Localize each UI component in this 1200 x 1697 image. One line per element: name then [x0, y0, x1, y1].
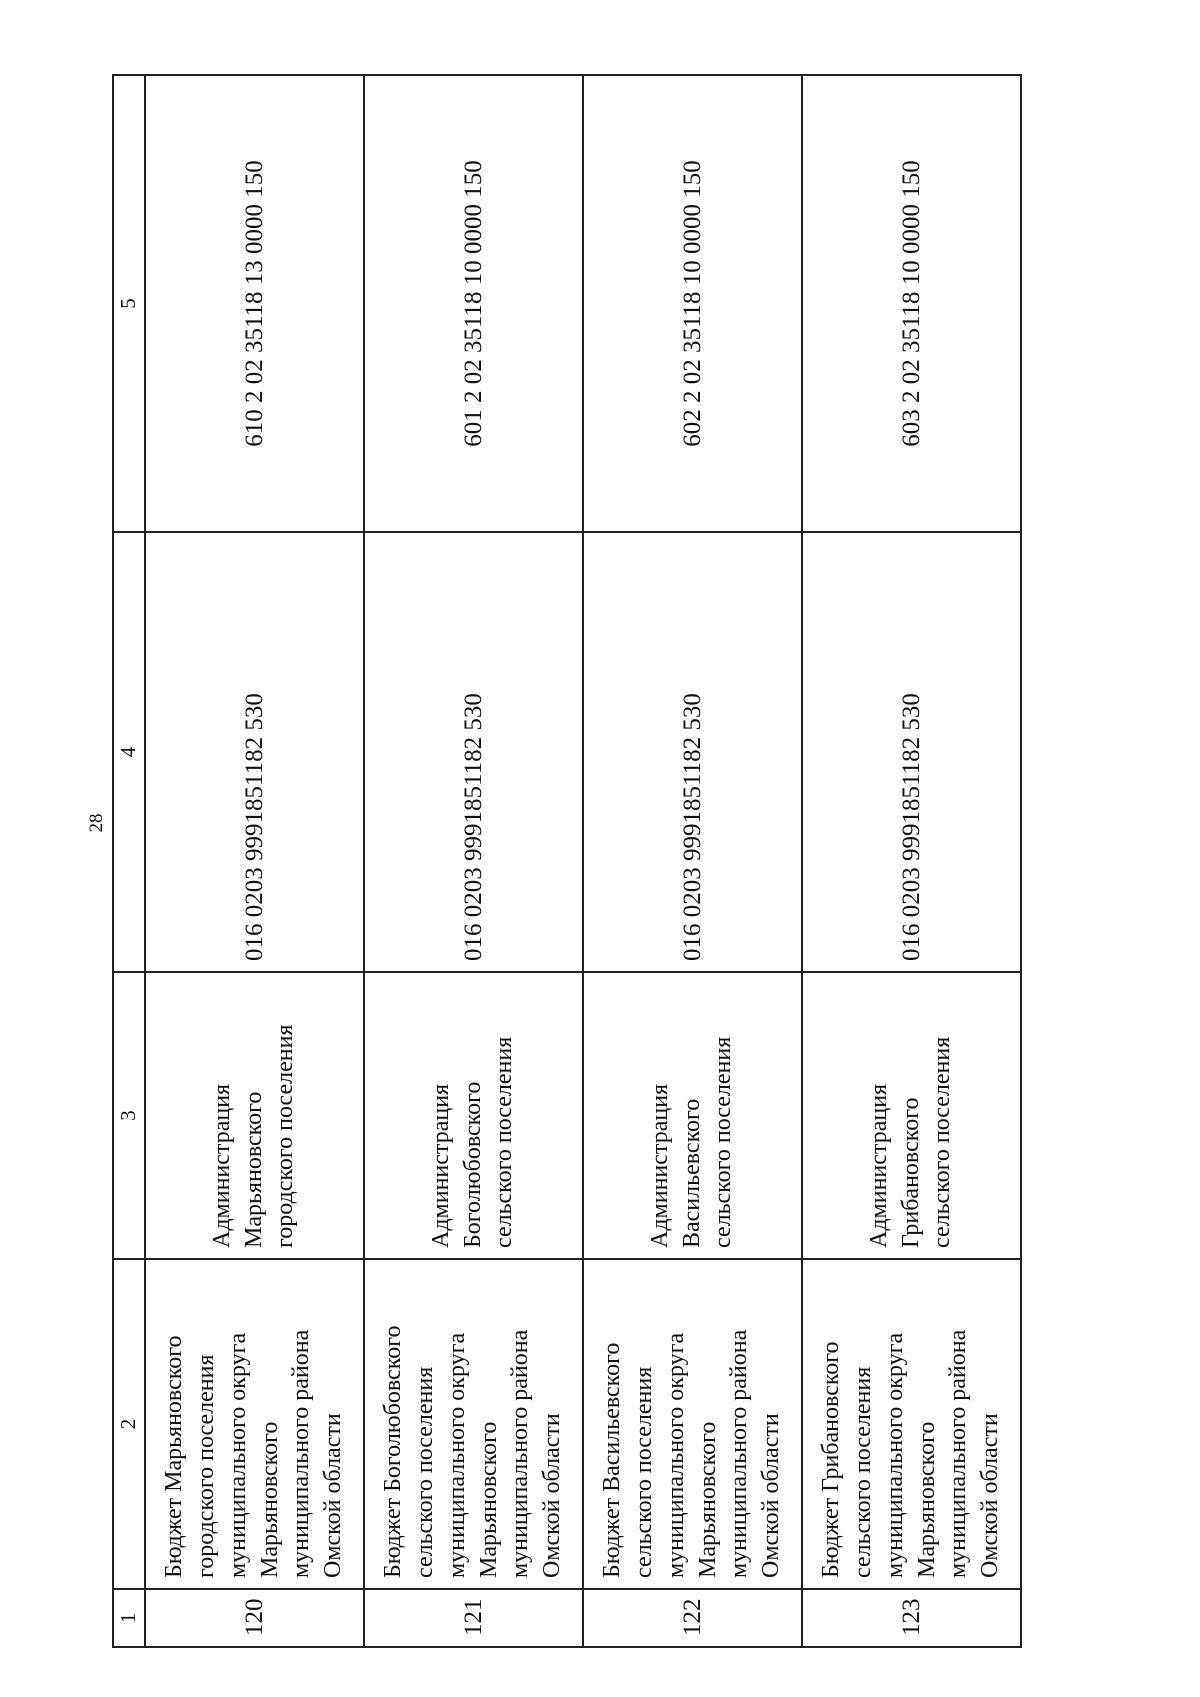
expense-code-cell: 016 0203 9991851182 530: [802, 532, 1021, 972]
budget-line: муниципального района: [507, 1329, 534, 1578]
budget-line: Омской области: [976, 1413, 1003, 1578]
budget-line: Омской области: [538, 1413, 565, 1578]
row-number: 121: [364, 1589, 583, 1647]
admin-line: Васильевского: [678, 1098, 705, 1248]
page-number: 28: [86, 813, 107, 833]
header-col-2: 2: [113, 1259, 145, 1589]
budget-line: Бюджет Васильевского: [599, 1342, 626, 1578]
allocation-table: [112, 74, 1022, 1648]
revenue-code-cell: 603 2 02 35118 10 0000 150: [802, 75, 1021, 532]
budget-line: Марьяновского: [475, 1421, 502, 1578]
administrator-cell: [583, 972, 802, 1259]
expense-code-cell: 016 0203 9991851182 530: [583, 532, 802, 972]
revenue-code-cell: 602 2 02 35118 10 0000 150: [583, 75, 802, 532]
budget-line: Бюджет Грибановского: [818, 1341, 845, 1578]
budget-line: муниципального округа: [662, 1332, 689, 1578]
header-row: [113, 75, 145, 1647]
budget-name-cell: [802, 1259, 1021, 1589]
row-number: 120: [145, 1589, 364, 1647]
budget-line: сельского поселения: [412, 1366, 439, 1578]
admin-line: Марьяновского: [240, 1091, 267, 1248]
row-number: 123: [802, 1589, 1021, 1647]
admin-line: Администрация: [427, 1083, 454, 1248]
table-row: [145, 75, 364, 1647]
budget-name-cell: [145, 1259, 364, 1589]
document-page: [112, 76, 1015, 1648]
budget-line: сельского поселения: [850, 1366, 877, 1578]
header-col-5: 5: [113, 75, 145, 532]
admin-line: Администрация: [208, 1083, 235, 1248]
administrator-cell: [145, 972, 364, 1259]
budget-line: муниципального округа: [881, 1332, 908, 1578]
budget-line: муниципального района: [945, 1329, 972, 1578]
budget-line: муниципального округа: [224, 1332, 251, 1578]
administrator-cell: [364, 972, 583, 1259]
budget-line: сельского поселения: [631, 1366, 658, 1578]
rotated-table-container: [112, 76, 1015, 1648]
budget-line: Бюджет Боголюбовского: [380, 1325, 407, 1578]
budget-name-cell: [583, 1259, 802, 1589]
budget-line: муниципального района: [288, 1329, 315, 1578]
budget-line: Марьяновского: [256, 1421, 283, 1578]
budget-line: муниципального округа: [443, 1332, 470, 1578]
budget-line: Бюджет Марьяновского: [161, 1335, 188, 1578]
budget-line: Марьяновского: [694, 1421, 721, 1578]
budget-line: Марьяновского: [913, 1421, 940, 1578]
header-col-3: 3: [113, 972, 145, 1259]
table-row: [583, 75, 802, 1647]
admin-line: Боголюбовского: [459, 1081, 486, 1248]
budget-line: городского поселения: [193, 1354, 220, 1578]
header-col-4: 4: [113, 532, 145, 972]
admin-line: Администрация: [646, 1083, 673, 1248]
revenue-code-cell: 610 2 02 35118 13 0000 150: [145, 75, 364, 532]
admin-line: Администрация: [865, 1083, 892, 1248]
admin-line: сельского поселения: [710, 1036, 737, 1248]
header-col-1: 1: [113, 1589, 145, 1647]
revenue-code-cell: 601 2 02 35118 10 0000 150: [364, 75, 583, 532]
admin-line: сельского поселения: [491, 1036, 518, 1248]
expense-code-cell: 016 0203 9991851182 530: [145, 532, 364, 972]
budget-name-cell: [364, 1259, 583, 1589]
table-row: [802, 75, 1021, 1647]
expense-code-cell: 016 0203 9991851182 530: [364, 532, 583, 972]
admin-line: Грибановского: [897, 1097, 924, 1248]
administrator-cell: [802, 972, 1021, 1259]
budget-line: Омской области: [757, 1413, 784, 1578]
admin-line: сельского поселения: [929, 1036, 956, 1248]
row-number: 122: [583, 1589, 802, 1647]
budget-line: муниципального района: [726, 1329, 753, 1578]
admin-line: городского поселения: [272, 1024, 299, 1248]
budget-line: Омской области: [319, 1413, 346, 1578]
table-row: [364, 75, 583, 1647]
